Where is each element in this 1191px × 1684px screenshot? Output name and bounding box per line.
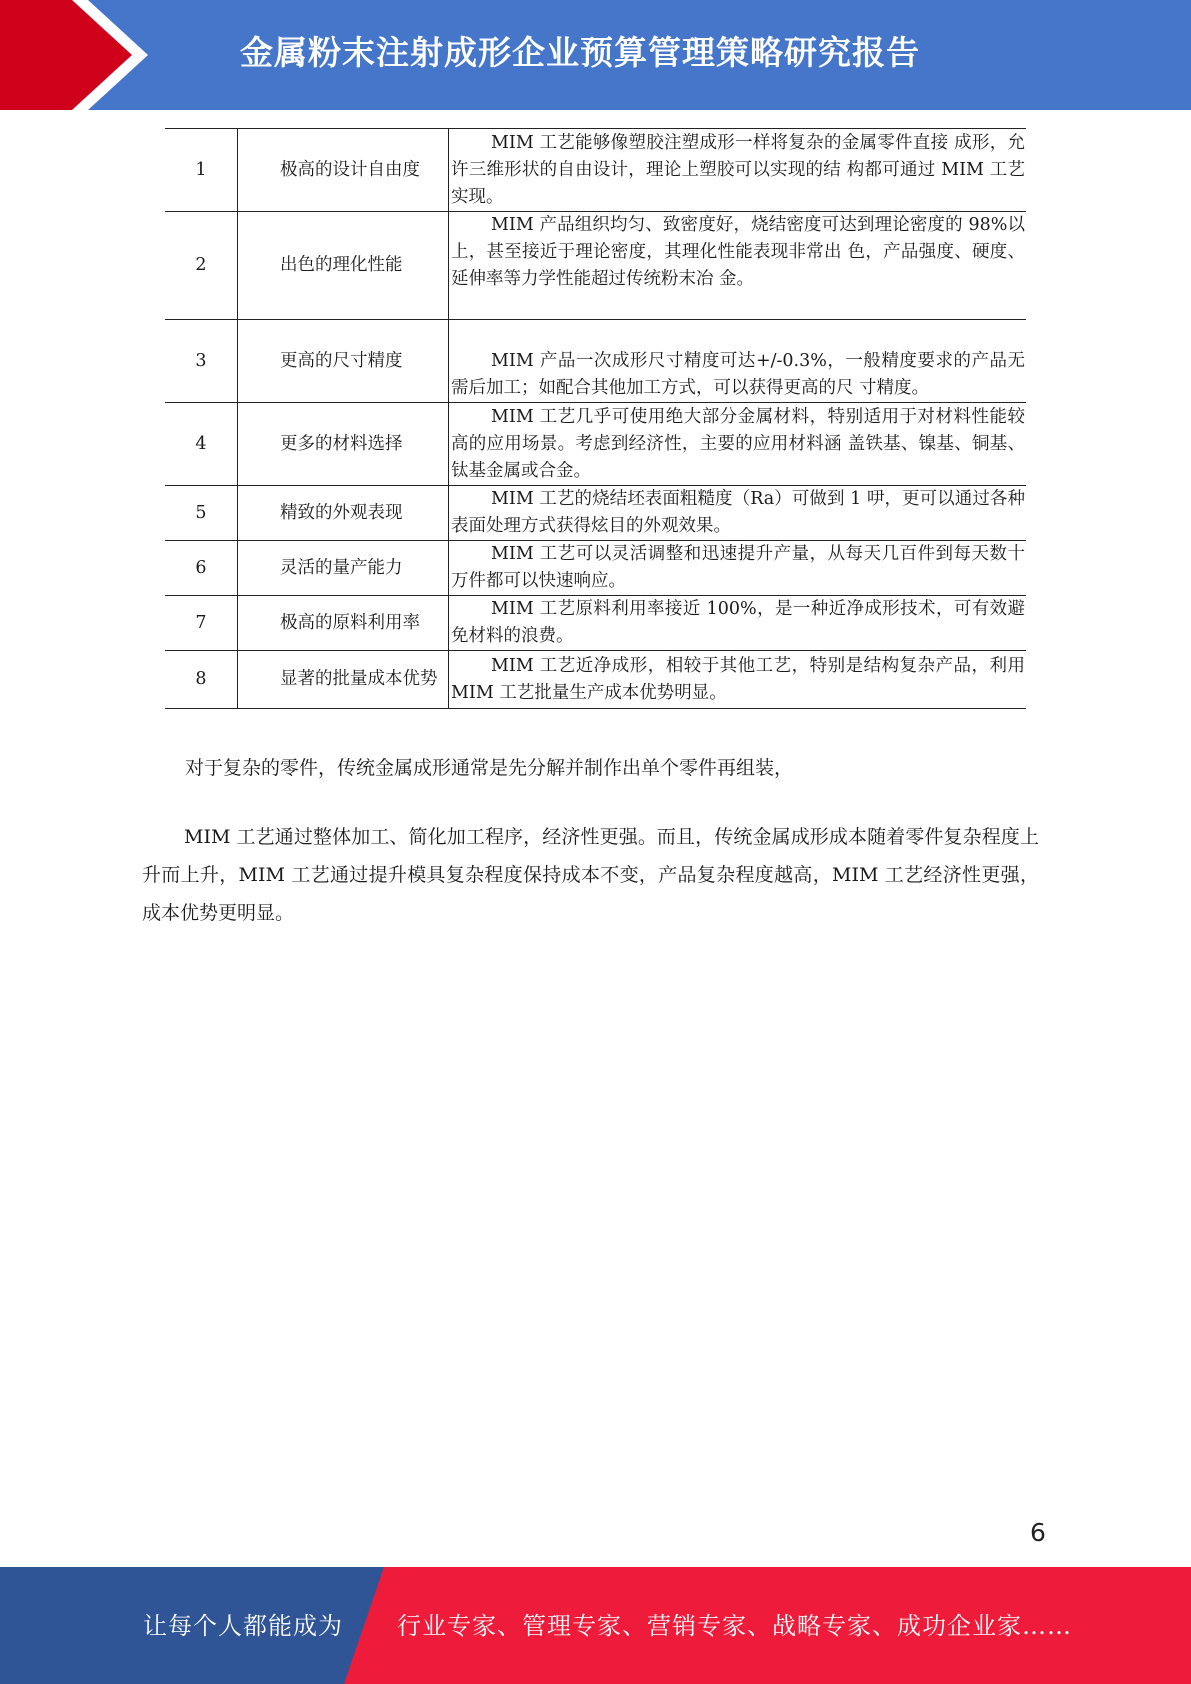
table-row [165, 320, 1026, 403]
table-row [165, 212, 1026, 320]
page-header [0, 0, 1191, 110]
feature-name: 出色的理化性能 [238, 212, 449, 320]
feature-description: MIM 产品一次成形尺寸精度可达+/-0.3%，一般精度要求的产品无需后加工；如配合其他加工方式，可以获得更高的尺 寸精度。 [449, 320, 1027, 403]
feature-description: MIM 工艺的烧结坯表面粗糙度（Ra）可做到 1 吚，更可以通过各种表面处理方式获得炫目的外观效果。 [449, 486, 1027, 541]
table-row [165, 541, 1026, 596]
header-chevron-decoration [0, 0, 160, 110]
footer-slogan-left: 让每个人都能成为 [143, 1612, 343, 1640]
feature-name: 显著的批量成本优势 [238, 651, 449, 709]
feature-name: 精致的外观表现 [238, 486, 449, 541]
page-footer [0, 1567, 1191, 1684]
feature-description: MIM 产品组织均匀、致密度好，烧结密度可达到理论密度的 98%以上，甚至接近于理论密度，其理化性能表现非常出 色，产品强度、硬度、延伸率等力学性能超过传统粉末冶 金。 [449, 212, 1027, 320]
feature-description: MIM 工艺近净成形，相较于其他工艺，特别是结构复杂产品，利用 MIM 工艺批量生产成本优势明显。 [449, 651, 1027, 709]
feature-description: MIM 工艺能够像塑胶注塑成形一样将复杂的金属零件直接 成形，允许三维形状的自由设计，理论上塑胶可以实现的结 构都可通过 MIM 工艺实现。 [449, 129, 1027, 212]
row-number: 6 [165, 541, 238, 596]
body-paragraph-1: 对于复杂的零件，传统金属成形通常是先分解并制作出单个零件再组装， [185, 757, 794, 779]
row-number: 5 [165, 486, 238, 541]
row-number: 7 [165, 596, 238, 651]
feature-name: 极高的设计自由度 [238, 129, 449, 212]
table-row [165, 596, 1026, 651]
feature-name: 极高的原料利用率 [238, 596, 449, 651]
mim-advantages-table [165, 128, 1026, 709]
row-number: 1 [165, 129, 238, 212]
feature-description: MIM 工艺原料利用率接近 100%，是一种近净成形技术，可有效避免材料的浪费。 [449, 596, 1027, 651]
table-row [165, 129, 1026, 212]
row-number: 3 [165, 320, 238, 403]
footer-slogan-right: 行业专家、管理专家、营销专家、战略专家、成功企业家…… [397, 1612, 1072, 1640]
feature-name: 灵活的量产能力 [238, 541, 449, 596]
page-number: 6 [1030, 1518, 1046, 1547]
feature-description: MIM 工艺几乎可使用绝大部分金属材料，特别适用于对材料性能较高的应用场景。考虑到经济性，主要的应用材料涵 盖铁基、镍基、铜基、钛基金属或合金。 [449, 403, 1027, 486]
table-row [165, 486, 1026, 541]
table-row [165, 651, 1026, 709]
feature-name: 更高的尺寸精度 [238, 320, 449, 403]
report-title: 金属粉末注射成形企业预算管理策略研究报告 [240, 33, 920, 72]
row-number: 2 [165, 212, 238, 320]
body-paragraph-2: MIM 工艺通过整体加工、简化加工程序，经济性更强。而且，传统金属成形成本随着零件复杂程度上升而上升，MIM 工艺通过提升模具复杂程度保持成本不变，产品复杂程度越高，MIM 工艺经济性更强，成本优势更明显。 [142, 826, 1039, 924]
table-row [165, 403, 1026, 486]
row-number: 8 [165, 651, 238, 709]
feature-name: 更多的材料选择 [238, 403, 449, 486]
row-number: 4 [165, 403, 238, 486]
feature-description: MIM 工艺可以灵活调整和迅速提升产量，从每天几百件到每天数十万件都可以快速响应。 [449, 541, 1027, 596]
